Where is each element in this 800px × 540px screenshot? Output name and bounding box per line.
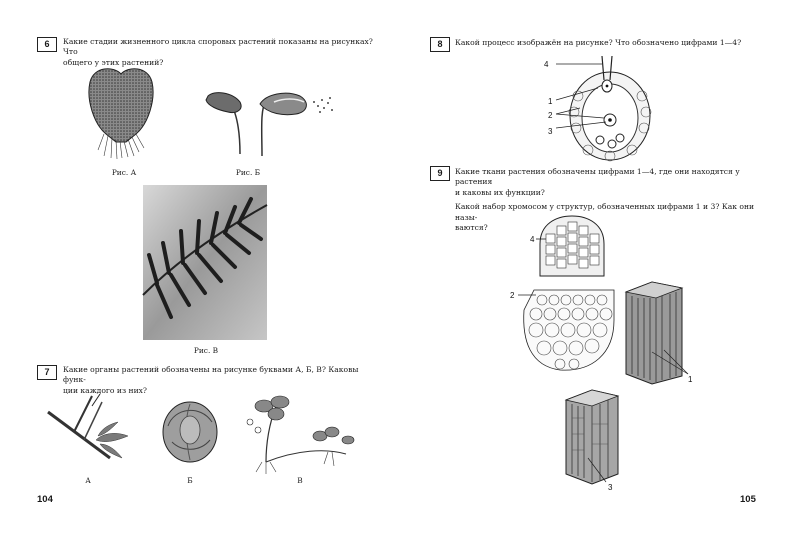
fig8-label-1: 1: [548, 97, 553, 106]
question-9-line-3: Какой набор хромосом у структур, обозначенных цифрами 1 и 3? Как они назы-: [455, 202, 755, 222]
question-7-line-2: ции каждого из них?: [63, 385, 147, 395]
question-8-number: 8: [430, 37, 450, 52]
question-9-line-1: Какие ткани растения обозначены цифрами 1—4, где они находятся у растения: [455, 167, 740, 187]
page-number-left: 104: [37, 494, 53, 505]
figure-b-sporangia: [200, 88, 340, 158]
fig8-label-3: 3: [548, 127, 553, 136]
fig9-label-3: 3: [608, 483, 613, 492]
fig8-label-2: 2: [548, 111, 553, 120]
question-6-number: 6: [37, 37, 57, 52]
figure-7v-strawberry-runner: [236, 392, 366, 476]
caption-fig-a: Рис. А: [111, 168, 137, 177]
question-6-line-2: общего у этих растений?: [63, 57, 164, 67]
caption-7a: А: [85, 476, 91, 485]
fig8-label-4: 4: [544, 60, 549, 69]
caption-7b: Б: [187, 476, 193, 485]
figure-9-tissue-3: [562, 388, 642, 494]
figure-9-tissue-1: [622, 280, 704, 400]
right-page: [400, 0, 800, 540]
figure-8-labels: [540, 58, 560, 138]
fig9-label-1: 1: [688, 375, 693, 384]
question-6-line-1: Какие стадии жизненного цикла споровых растений показаны на рисунках? Что: [63, 37, 373, 57]
figure-a-prothallus: [84, 64, 158, 160]
question-8-text: Какой процесс изображён на рисунке? Что обозначено цифрами 1—4?: [455, 38, 742, 47]
question-7-line-1: Какие органы растений обозначены на рисунке буквами А, Б, В? Каковы функ-: [63, 365, 359, 385]
figure-7a-thorn-branch: [44, 392, 134, 474]
page-number-right: 105: [740, 494, 756, 505]
question-9-text: [455, 167, 775, 233]
question-9-line-2: и каковы их функции?: [455, 187, 545, 197]
figure-9-tissue-4: [532, 214, 612, 278]
figure-v-fern-photo: [143, 185, 267, 340]
question-9-line-4: ваются?: [455, 223, 488, 233]
figure-9-tissue-2: [510, 290, 620, 372]
figure-8-double-fertilization: [558, 56, 658, 164]
fig9-label-4: 4: [530, 235, 535, 244]
question-7-number: 7: [37, 365, 57, 380]
fig9-label-2: 2: [510, 291, 515, 300]
caption-fig-b: Рис. Б: [235, 168, 261, 177]
figure-7b-cabbage: [160, 396, 220, 466]
caption-7v: В: [297, 476, 303, 485]
caption-fig-v: Рис. В: [193, 346, 219, 355]
question-9-number: 9: [430, 166, 450, 181]
